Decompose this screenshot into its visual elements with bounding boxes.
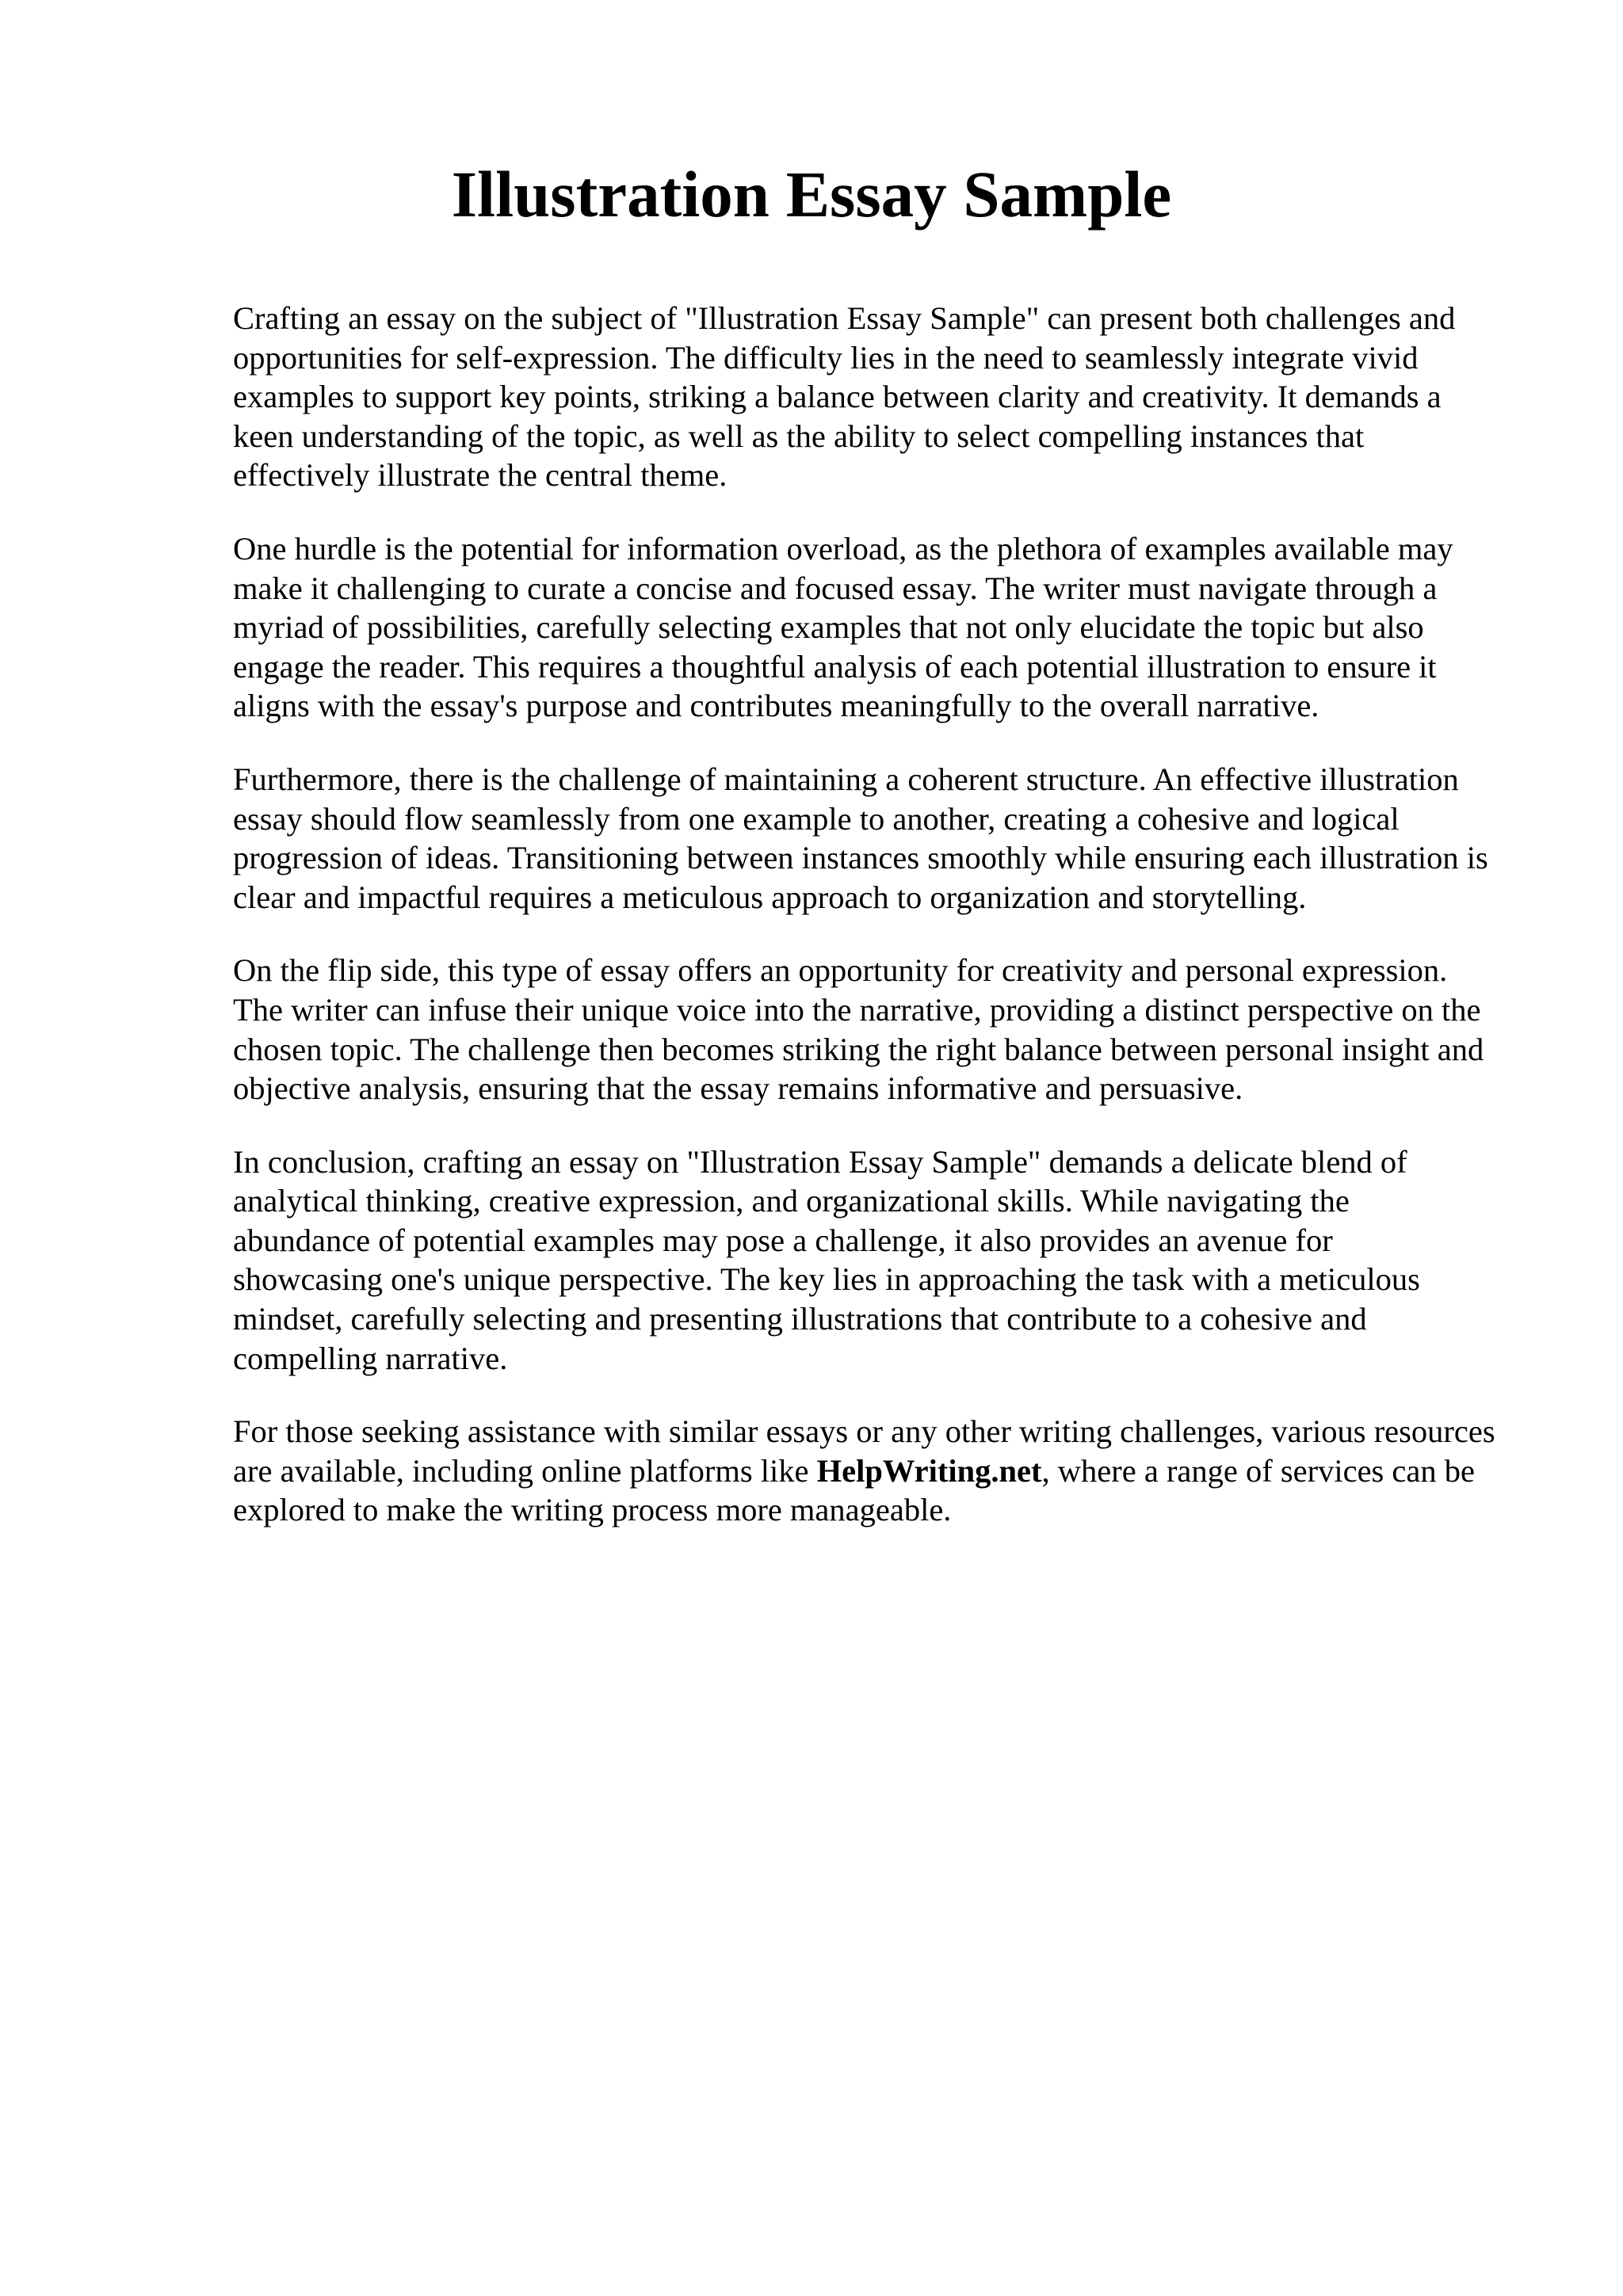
paragraph-line: Furthermore, there is the challenge of maintaining a coherent structure. An effective illustration <box>233 761 1459 797</box>
paragraph-line: analytical thinking, creative expression, and organizational skills. While navigating the <box>233 1183 1350 1219</box>
paragraph-line: opportunities for self-expression. The difficulty lies in the need to seamlessly integrate vivid <box>233 339 1419 376</box>
paragraph-line: compelling narrative. <box>233 1340 508 1376</box>
paragraph-line: showcasing one's unique perspective. The key lies in approaching the task with a meticulous <box>233 1261 1420 1298</box>
paragraph-line: effectively illustrate the central theme. <box>233 457 727 494</box>
paragraph-line: keen understanding of the topic, as well as the ability to select compelling instances that <box>233 418 1365 454</box>
paragraph-line: The writer can infuse their unique voice into the narrative, providing a distinct perspective on the <box>233 991 1481 1028</box>
paragraph-line-with-link <box>233 1451 1549 1491</box>
paragraph-4 <box>233 951 1549 1108</box>
paragraph-line: essay should flow seamlessly from one example to another, creating a cohesive and logical <box>233 800 1400 837</box>
paragraph-line: make it challenging to curate a concise and focused essay. The writer must navigate through a <box>233 570 1438 606</box>
essay-body <box>233 299 1549 1564</box>
paragraph-line: For those seeking assistance with similar essays or any other writing challenges, various resources <box>233 1413 1495 1450</box>
paragraph-line: In conclusion, crafting an essay on "Illustration Essay Sample" demands a delicate blend of <box>233 1143 1407 1180</box>
paragraph-line: aligns with the essay's purpose and contributes meaningfully to the overall narrative. <box>233 688 1319 724</box>
paragraph-line: progression of ideas. Transitioning between instances smoothly while ensuring each illustration is <box>233 840 1488 876</box>
link-trail-text: , where a range of services can be <box>1041 1452 1475 1489</box>
paragraph-2 <box>233 529 1549 726</box>
paragraph-line: examples to support key points, striking a balance between clarity and creativity. It demands a <box>233 379 1442 415</box>
paragraph-line: engage the reader. This requires a thoughtful analysis of each potential illustration to ensure it <box>233 648 1437 685</box>
paragraph-line: One hurdle is the potential for information overload, as the plethora of examples available may <box>233 530 1453 566</box>
link-lead-text: are available, including online platforms like <box>233 1452 817 1489</box>
paragraph-3 <box>233 760 1549 917</box>
paragraph-line: chosen topic. The challenge then becomes striking the right balance between personal insight and <box>233 1031 1484 1067</box>
paragraph-5 <box>233 1142 1549 1379</box>
paragraph-line: explored to make the writing process more manageable. <box>233 1492 952 1528</box>
helpwriting-link[interactable]: HelpWriting.net <box>816 1452 1042 1489</box>
paragraph-6 <box>233 1412 1549 1530</box>
paragraph-line: On the flip side, this type of essay offers an opportunity for creativity and personal expression. <box>233 952 1448 989</box>
page-title: Illustration Essay Sample <box>451 158 1172 231</box>
paragraph-line: clear and impactful requires a meticulous approach to organization and storytelling. <box>233 879 1307 915</box>
paragraph-line: myriad of possibilities, carefully selecting examples that not only elucidate the topic but also <box>233 609 1424 646</box>
paragraph-line: Crafting an essay on the subject of "Illustration Essay Sample" can present both challenges and <box>233 300 1456 336</box>
paragraph-1 <box>233 299 1549 495</box>
paragraph-line: mindset, carefully selecting and presenting illustrations that contribute to a cohesive and <box>233 1301 1367 1337</box>
paragraph-line: objective analysis, ensuring that the essay remains informative and persuasive. <box>233 1070 1243 1107</box>
paragraph-line: abundance of potential examples may pose a challenge, it also provides an avenue for <box>233 1222 1333 1258</box>
